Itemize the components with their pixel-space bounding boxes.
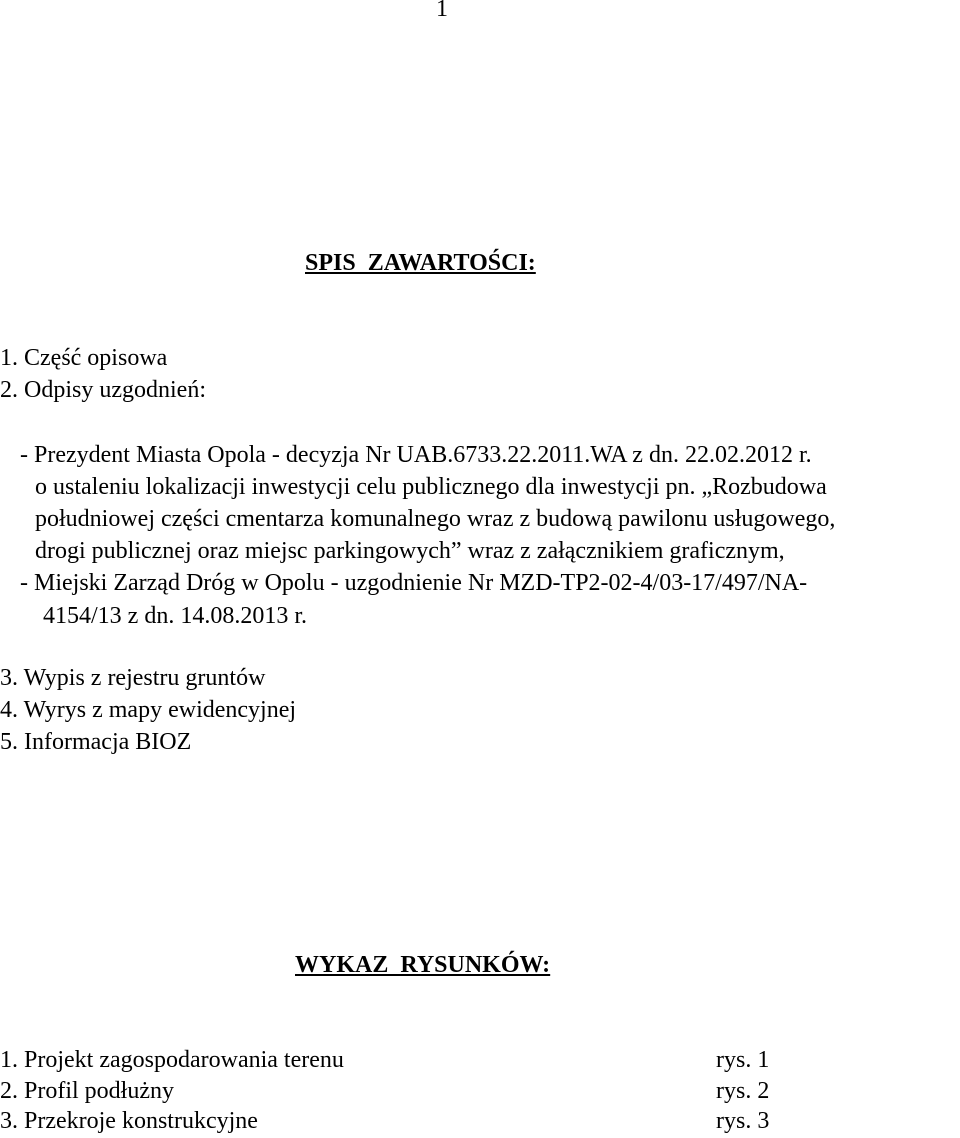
drawing-ref: rys. 2	[716, 1078, 770, 1104]
contents-item: 4. Wyrys z mapy ewidencyjnej	[0, 697, 297, 723]
drawings-title: WYKAZ RYSUNKÓW:	[295, 952, 551, 978]
drawing-ref: rys. 3	[716, 1108, 770, 1134]
agreement-line: 4154/13 z dn. 14.08.2013 r.	[43, 603, 307, 629]
contents-item: 1. Część opisowa	[0, 345, 168, 371]
agreement-line: drogi publicznej oraz miejsc parkingowych” wraz z załącznikiem graficznym,	[35, 538, 785, 564]
drawing-label: 3. Przekroje konstrukcyjne	[0, 1108, 258, 1134]
contents-title: SPIS ZAWARTOŚCI:	[305, 250, 536, 276]
agreement-line: o ustaleniu lokalizacji inwestycji celu publicznego dla inwestycji pn. „Rozbudowa	[35, 474, 827, 500]
drawing-row	[0, 1106, 960, 1136]
contents-item: 3. Wypis z rejestru gruntów	[0, 665, 266, 691]
page-number: 1	[436, 0, 448, 22]
agreement-line: - Miejski Zarząd Dróg w Opolu - uzgodnienie Nr MZD-TP2-02-4/03-17/497/NA-	[20, 570, 808, 596]
contents-item: 2. Odpisy uzgodnień:	[0, 377, 206, 403]
agreement-line: południowej części cmentarza komunalnego wraz z budową pawilonu usługowego,	[35, 506, 836, 532]
drawing-row	[0, 1076, 960, 1106]
agreement-line: - Prezydent Miasta Opola - decyzja Nr UAB.6733.22.2011.WA z dn. 22.02.2012 r.	[20, 442, 812, 468]
contents-item: 5. Informacja BIOZ	[0, 729, 192, 755]
drawing-row	[0, 1045, 960, 1075]
drawing-label: 1. Projekt zagospodarowania terenu	[0, 1047, 344, 1073]
drawing-ref: rys. 1	[716, 1047, 770, 1073]
drawing-label: 2. Profil podłużny	[0, 1078, 174, 1104]
